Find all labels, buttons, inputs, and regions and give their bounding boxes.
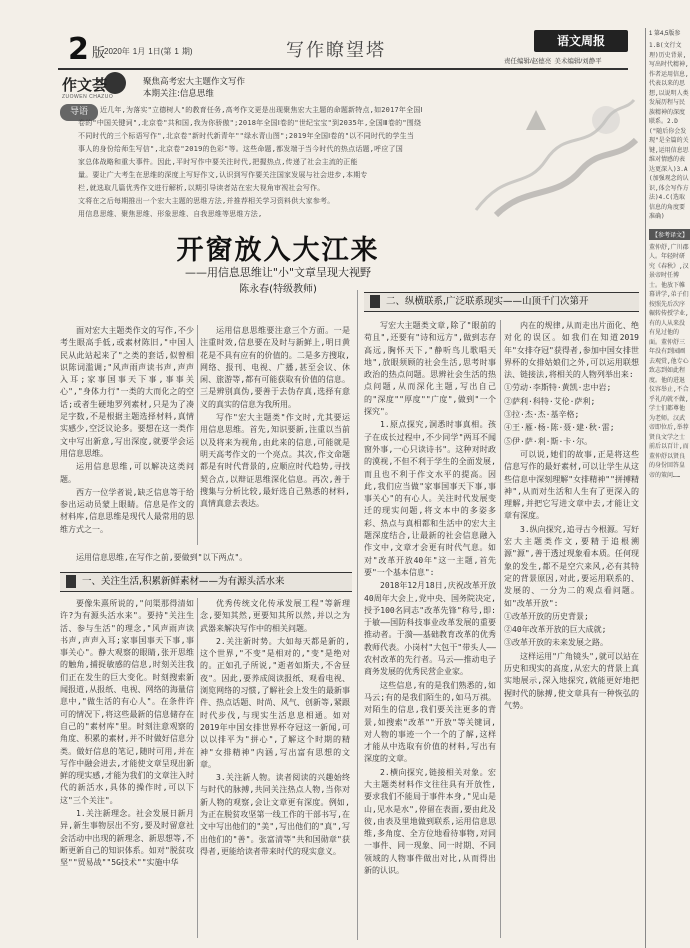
editors-line: [504, 56, 605, 65]
body-column-4: [200, 598, 350, 938]
ink-landscape-illustration: [466, 90, 638, 218]
article-author: 陈永春(特级教师): [239, 284, 317, 295]
body-list-item: ⑤伊·萨·利·斯·卡·尔。: [504, 436, 593, 446]
body-paragraph: 2.横向探究,链接相关对象。宏大主题类材料作文往往具有开放性,要求我们不能局于事件本身,"见山是山,见水是水",停留在表面,要由此及彼,由表及里地做到联系,运用信息思维,多角度、全方位地看待事物,对同一事件、同一现象、同一时期、不同领域的人物事件做出对比,从而得出新的认识。: [364, 767, 496, 876]
body-list-item: ②40年改革开放的巨大成就;: [504, 625, 607, 635]
sidebar-translation: 董仲舒,广川郡人。年轻时研究《春秋》,汉景帝时任博士。他放下帷幕讲学,弟子们按照先后次序辗转传授学业,有的人从来没有见过他的面。董仲舒三年没有到园圃去观赏,他专心致志到如此程度。他的进退仪容举止,不合乎礼的就不做,学士们都尊他为老师。汉武帝即位后,举荐贤良文学之士前后以百计,而董仲舒以贤良的身份回答皇帝的策问……: [649, 243, 689, 479]
column-badge: [62, 74, 140, 102]
date-day: 1日(第: [148, 47, 172, 56]
article-title: 开窗放入大江来: [176, 235, 380, 266]
body-paragraph: 1.原点探究,洞悉时事真相。孩子在成长过程中,不少同学"两耳不闻窗外事,一心只读诗书"。这种对时政的漠视,不但不利于学生的全面发展,而且也不利于作文水平的提高。因此,我们应当做"家事国事天下事,事事关心"的有心人。关注时代发展变迁的现实问题,将文本中的多姿多彩、热点与真相都和生活中的宏大主题深度结合,让最新的社会信息融入作文中,文章才会更有时代气息。如对"改革开放40年"这一主题,首先要"一个基本信息":: [364, 420, 496, 577]
intro-line: 近几年,为落实"立德树人"的教育任务,高考作文更是出现聚焦宏大主题的命题新特点,如2017年全国Ⅰ: [100, 106, 423, 114]
body-paragraph: 西方一位学者说,缺乏信息等于给参出运动员蒙上眼睛。信息是作文的材料库,信息思维是现代人最常用的思维方式之一。: [60, 487, 194, 534]
body-paragraph: 面对宏大主题类作文的写作,不少考生眼高手低,或素材陈旧,"中国人民从此站起来了"之类的套话,似曾相识陈词滥调;"风声雨声读书声,声声入耳;家事国事天下事,事事关心","身体力行"一类的大而化之的空话;或者生硬地罗列素材,只是为了凑足字数,不是根据主题选择材料,真情实感少,空泛议论多。要想在这一类作文中写出新意,写出深度,就要学会运用信息思维。: [60, 326, 194, 458]
body-list-item: ③拉·杰·杰·基辛格;: [504, 410, 580, 420]
art-editor: 美术编辑/刘静平: [554, 58, 602, 65]
body-paragraph: 2.关注新时势。大如每天都是新的,这个世界,"不变"是相对的,"变"是绝对的。正如孔子所说,"逝者如斯夫,不舍昼夜"。因此,要养成阅读报纸、观看电视、浏览网络的习惯,了解社会上发生的最新事件、热点话题、时尚、风气、创新等,紧跟时代步伐,与现实生活息息相通。如对2019年中国女排世界杯夺冠这一新闻,可以以排平为"拼心",了解这个时期的精神"女排精神"内涵,写出富有思想的文章。: [200, 636, 350, 769]
body-paragraph: 要像朱熹所说的,"问渠那得清如许?为有源头活水来"。要持"关注生活、参与生活"的理念,"风声雨声读书声,声声入耳;家事国事天下事,事事关心"。静大观察的眼睛,张开思维的触角,捕捉敏感的信息,时刻关注我们正在发生的巨大变化。时刻搜索新闻报道,从报纸、电视、网络的海量信息中,"做生活的有心人"。在条件许可的情况下,将这些最新的信息储存在自己的"素材库"里。时刻注意观察的角度、积累的素材,并不时做好信息分类。做好信息的笔记,随时可用,并在写作中融会进去,才能使文章呈现出新鲜的现实感,才能为我们的文章注入时代的新活水,具体的操作时,可以下这"三个关注"。: [60, 599, 194, 805]
body-list-item: ④王·雁·杨·陈·聂·建·秋·雷;: [504, 423, 615, 433]
intro-line: 文将在之后每期推出一个宏大主题的思维方法,并推荐相关学习资料供大家参考。: [78, 197, 335, 205]
intro-line: 量。要让广大考生在思维的深度上写好作文,认识到写作要关注国家发展与社会进步,本期专: [78, 171, 368, 179]
section-heading-1: 一、关注生活,积累新鲜素材——为有源头活水来: [60, 572, 352, 592]
body-column-6: [504, 320, 639, 938]
body-paragraph: 写宏大主题类文章,除了"眼前的苟且",还要有"诗和远方",做到志存高远,胸怀天下,"静听鸟儿歌唱天地",放眼须顾的社会生活,思考时事政治的热点问题。思辨社会生活的热点问题,从而深化主题,写出自己的"深度""厚度""广度",做到"一个探究"。: [364, 321, 496, 417]
page-number: 2: [68, 32, 89, 67]
intro-line: 家总体战略和重大事件。因此,平时写作中要关注时代,把握热点,传递了社会主流的正能: [78, 158, 358, 166]
body-transition: [60, 552, 350, 566]
adjacent-page-sidebar: [645, 28, 690, 948]
responsible-editor: 责任编辑/赵德亮: [504, 58, 552, 65]
body-list-item: ①劳动·李斯特·黄凯·忠中岩;: [504, 383, 612, 393]
body-paragraph: 可以说,她们的故事,正是将这些信息写作的最好素材,可以让学生从这些信息中深刻理解"女排精神""拼搏精神",从而对生活和人生有了更深入的理解,并把它写进文章中去,才能让文章有深度。: [504, 449, 639, 521]
article-subtitle: ——用信息思维让"小"文章呈现大视野: [184, 266, 372, 279]
intro-label: 导语: [60, 104, 98, 121]
body-paragraph: 3.关注新人物。读者阅读的兴趣始终与时代的脉搏,共同关注热点人物,当你对新人物的观察,会让文章更有深度。例如,为正在脱贫攻坚第一线工作的干部书写,在文中写出他们的"美",写出他们的"真",写出他们的"善"。张富清等"共和国勋章"获得者,更能给读者带来时代的现实意义。: [200, 773, 350, 856]
body-paragraph: 内在的规律,从而走出片面化、绝对化的误区。如我们在知道2019年"女排夺冠"获得者,参加中国女排世界杯的女排姑娘们之外,可以运用联想法、链接法,将相关的人物列举出来:: [504, 321, 639, 380]
section-heading-2: 二、纵横联系,广泛联系现实——山顶千门次第开: [364, 292, 639, 312]
column-divider: [197, 325, 198, 545]
issue-suffix: 期): [181, 47, 193, 56]
intro-line: 用信息思维、聚焦思维、形象思维、自我思维等思维方法,: [78, 210, 263, 218]
badge-seal-icon: [104, 72, 126, 94]
badge-english: ZUOWEN CHAZUO: [62, 94, 114, 100]
body-paragraph: 这些信息,有的是我们熟悉的,如马云;有的是我们陌生的,如马万祺。对陌生的信息,我们要关注更多的背景,如搜索"改革""开放"等关键词,对人物的事迹一个一个的了解,这样才能从中选取有价值的材料,写出有深度的文章。: [364, 680, 496, 764]
header-rule: [58, 68, 628, 70]
body-paragraph: 运用信息思维要注意三个方面。一是注重时效,信息要在及时与新鲜上,明日黄花是不具有应有的价值的。二是多方搜取,网络、报刊、电视、广播,甚至会议、休闲、旅游等,都有可能获取有价值的信息。三是辨别真伪,要善于去伪存真,选择有意义的真实的信息为我所用。: [200, 326, 350, 409]
body-list-item: ②萨利·科特·艾伦·萨利;: [504, 396, 596, 406]
intro-line: 栏,就选取几篇优秀作文进行解析,以期引导读者站在宏大视角审视社会写作。: [78, 184, 325, 192]
body-list-item: ①改革开放的历史背景;: [504, 611, 589, 621]
date-year: 2020年: [104, 47, 130, 56]
issue-number: 1: [174, 47, 179, 56]
newspaper-logo: 语文周报: [534, 30, 628, 52]
badge-title: 作文荟: [62, 76, 108, 94]
page-label: 版: [92, 46, 106, 61]
body-column-3: [60, 598, 194, 938]
column-tagline: 聚焦高考宏大主题作文写作: [143, 77, 246, 87]
page-header: [58, 28, 628, 68]
sidebar-answers: 1.B(文行文理)历史背景,写出时代精神,作者运用信息,代表以来的思想,以说明人类发展历程与民族精神的深度联系。2.D("随后你会发现"是全篇的关键,运用信息思维对情感的表达更深入)3.A(加强观念的认识,体会写作方法)4.C(选取信息的角度要准确): [649, 42, 689, 220]
intro-line: 不同时代的三个标语写作",北京卷"新时代新青年""绿水青山图";2019年全国Ⅰ卷的"以不同时代的学生当: [78, 132, 415, 140]
body-column-1: [60, 325, 194, 545]
body-paragraph: 这样运用"广角镜头",就可以站在历史和现实的高度,从宏大的背景上真实地展示,深入地探究,就能更好地把握时代的脉搏,使文章具有一种恢弘的气势。: [504, 651, 639, 710]
intro-line: 卷的"中国关键词",北京卷"共和国,我为你骄傲";2018年全国Ⅰ卷的"世纪宝宝"到2035年,全国Ⅲ卷的"围绕: [78, 119, 422, 127]
body-paragraph: 1.关注新理念。社会发展日新月异,新生事物层出不穷,要及时留意社会活动中出现的新理念、新思想等,不断更新自己的知识体系。如对"脱贫攻坚""贸易战""5G技术""实施中华: [60, 809, 194, 868]
column-topic: 本期关注:信息思维: [143, 89, 214, 99]
sidebar-header: 1 第4,5版参: [649, 31, 681, 37]
body-paragraph: 写作"宏大主题类"作文时,尤其要运用信息思维。首先,知识要新,注重以当前以及将来为视角,由此来的信息,可能就是明天高考作文的一个亮点。其次,作文命题都是有时代背景的,应顺应时代趋势,寻找契合点,以辩证思维深化信息。再次,善于搜集与分析比较,最好选自己熟悉的材料,真情真意去表达。: [200, 413, 350, 509]
intro-line: 事人的身份给师生写信",北京卷"2019的色彩"等。这些命题,都发端于当今时代的热点话题,呼应了国: [78, 145, 403, 153]
date-month: 1月: [132, 47, 146, 56]
column-divider: [500, 320, 501, 938]
body-paragraph: 运用信息思维,可以解决这类问题。: [60, 462, 194, 484]
issue-date: [104, 46, 196, 57]
sidebar-ref-label: 【参考译文】: [649, 229, 690, 240]
section-name: 写作瞭望塔: [286, 40, 386, 61]
body-column-2: [200, 325, 350, 545]
body-paragraph: 优秀传统文化传承发展工程"等新理念,要知其然,更要知其所以然,并以之为武器来解决写作中的相关问题。: [200, 599, 350, 633]
body-paragraph: 运用信息思维,在写作之前,要做到"以下两点"。: [76, 553, 248, 562]
body-paragraph: 2018年12月18日,庆祝改革开放40周年大会上,党中央、国务院决定,授予100名同志"改革先锋"称号,即:于敏——国防科技事业改革发展的重要推动者。于漪——基础教育改革的优秀教师代表。小岗村"大包干"带头人——农村改革的先行者。马云——推动电子商务发展的优秀民营企业家。: [364, 581, 496, 677]
body-paragraph: 3.纵向探究,追寻古今根源。写好宏大主题类作文,要精于追根溯源"源",善于透过现象看本质。任何现象的发生,都不是空穴来风,必有其特定的背景原因,对此,要运用联系的、发展的、一分为二的观点看问题。如"改革开放":: [504, 524, 639, 608]
body-list-item: ③改革开放的未来发展之路。: [504, 638, 608, 648]
column-divider: [197, 598, 198, 938]
column-divider: [357, 290, 358, 940]
body-column-5: [364, 320, 496, 938]
